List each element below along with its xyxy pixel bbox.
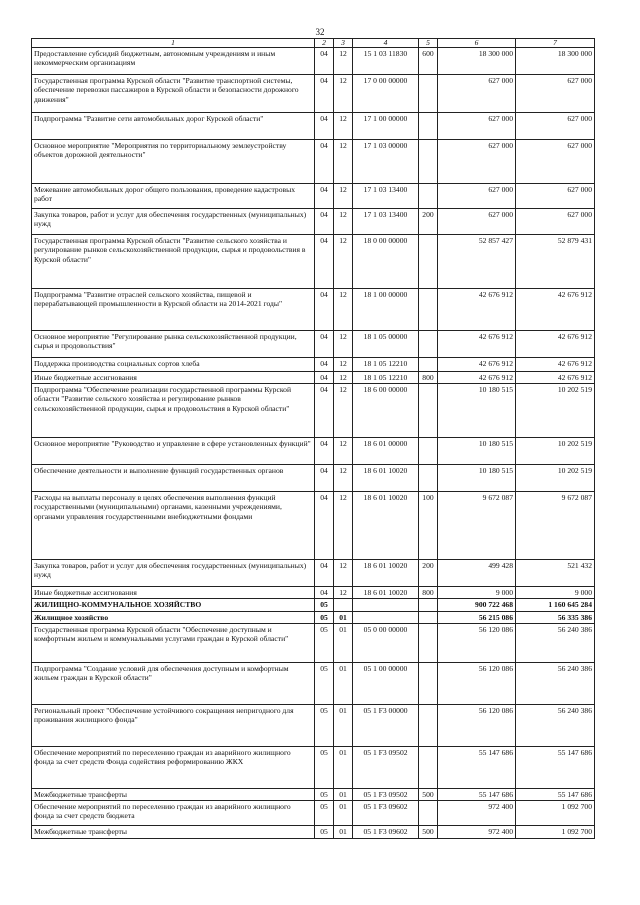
section-code-cell: 04 [315, 235, 334, 289]
amount-year2-cell: 9 000 [516, 587, 595, 599]
table-row [32, 113, 595, 140]
row-name-cell: Обеспечение мероприятий по переселению граждан из аварийного жилищного фонда за счет средств бюджета [32, 801, 315, 826]
column-header: 4 [353, 39, 419, 48]
amount-year1-cell: 56 120 086 [438, 705, 516, 747]
target-article-cell: 18 6 01 10020 [353, 492, 419, 560]
expense-type-cell [419, 663, 438, 705]
section-code-cell: 04 [315, 184, 334, 209]
section-code-cell: 04 [315, 75, 334, 113]
target-article-cell: 17 0 00 00000 [353, 75, 419, 113]
amount-year2-cell: 10 202 519 [516, 465, 595, 492]
target-article-cell: 18 6 00 00000 [353, 384, 419, 438]
amount-year1-cell: 972 400 [438, 801, 516, 826]
amount-year2-cell: 42 676 912 [516, 372, 595, 384]
column-header: 3 [334, 39, 353, 48]
table-row [32, 560, 595, 587]
expense-type-cell [419, 705, 438, 747]
amount-year2-cell: 627 000 [516, 209, 595, 235]
subsection-code-cell: 12 [334, 289, 353, 331]
amount-year2-cell: 1 092 700 [516, 801, 595, 826]
section-code-cell: 05 [315, 801, 334, 826]
amount-year2-cell: 52 879 431 [516, 235, 595, 289]
table-row [32, 140, 595, 184]
target-article-cell: 17 1 03 13400 [353, 184, 419, 209]
amount-year2-cell: 55 147 686 [516, 789, 595, 801]
subsection-code-cell [334, 599, 353, 612]
amount-year1-cell: 42 676 912 [438, 331, 516, 358]
table-row [32, 789, 595, 801]
amount-year2-cell: 627 000 [516, 113, 595, 140]
section-code-cell: 04 [315, 492, 334, 560]
expense-type-cell: 100 [419, 492, 438, 560]
row-name-cell: Обеспечение мероприятий по переселению граждан из аварийного жилищного фонда за счет средств Фонда содействия реформированию ЖКХ [32, 747, 315, 789]
amount-year2-cell: 627 000 [516, 75, 595, 113]
section-code-cell: 05 [315, 663, 334, 705]
amount-year1-cell: 627 000 [438, 184, 516, 209]
subsection-code-cell: 12 [334, 184, 353, 209]
amount-year1-cell: 10 180 515 [438, 438, 516, 465]
target-article-cell: 17 1 00 00000 [353, 113, 419, 140]
amount-year2-cell: 56 240 386 [516, 624, 595, 663]
subsection-code-cell: 12 [334, 492, 353, 560]
subsection-code-cell: 12 [334, 113, 353, 140]
target-article-cell: 18 1 05 00000 [353, 331, 419, 358]
section-code-cell: 04 [315, 465, 334, 492]
amount-year1-cell: 10 180 515 [438, 384, 516, 438]
section-code-cell: 04 [315, 140, 334, 184]
row-name-cell: Обеспечение деятельности и выполнение функций государственных органов [32, 465, 315, 492]
column-header: 6 [438, 39, 516, 48]
table-row [32, 372, 595, 384]
amount-year1-cell: 56 215 086 [438, 612, 516, 624]
row-name-cell: Закупка товаров, работ и услуг для обеспечения государственных (муниципальных) нужд [32, 560, 315, 587]
table-row [32, 624, 595, 663]
amount-year1-cell: 10 180 515 [438, 465, 516, 492]
table-row [32, 209, 595, 235]
amount-year2-cell: 18 300 000 [516, 48, 595, 75]
section-code-cell: 05 [315, 705, 334, 747]
table-row [32, 235, 595, 289]
table-row [32, 663, 595, 705]
target-article-cell: 05 1 F3 09602 [353, 826, 419, 839]
target-article-cell: 18 6 01 10020 [353, 560, 419, 587]
budget-table [31, 38, 595, 839]
subsection-code-cell: 12 [334, 465, 353, 492]
amount-year2-cell: 1 092 700 [516, 826, 595, 839]
section-code-cell: 05 [315, 826, 334, 839]
row-name-cell: Жилищное хозяйство [32, 612, 315, 624]
section-code-cell: 04 [315, 560, 334, 587]
table-row [32, 826, 595, 839]
amount-year2-cell: 627 000 [516, 140, 595, 184]
amount-year1-cell: 55 147 686 [438, 789, 516, 801]
table-body [32, 48, 595, 839]
row-name-cell: Основное мероприятие "Регулирование рынка сельскохозяйственной продукции, сырья и продовольствия" [32, 331, 315, 358]
amount-year2-cell: 627 000 [516, 184, 595, 209]
subsection-code-cell: 12 [334, 438, 353, 465]
table-row [32, 599, 595, 612]
target-article-cell: 05 1 F3 09502 [353, 747, 419, 789]
table-row [32, 358, 595, 372]
expense-type-cell [419, 599, 438, 612]
section-code-cell: 04 [315, 587, 334, 599]
section-code-cell: 04 [315, 48, 334, 75]
expense-type-cell: 800 [419, 587, 438, 599]
section-code-cell: 04 [315, 372, 334, 384]
table-row [32, 492, 595, 560]
amount-year1-cell: 9 672 087 [438, 492, 516, 560]
subsection-code-cell: 01 [334, 624, 353, 663]
expense-type-cell [419, 801, 438, 826]
subsection-code-cell: 12 [334, 372, 353, 384]
amount-year1-cell: 627 000 [438, 209, 516, 235]
row-name-cell: Основное мероприятие "Руководство и управление в сфере установленных функций" [32, 438, 315, 465]
target-article-cell: 05 1 00 00000 [353, 663, 419, 705]
section-code-cell: 05 [315, 789, 334, 801]
row-name-cell: Иные бюджетные ассигнования [32, 372, 315, 384]
amount-year1-cell: 18 300 000 [438, 48, 516, 75]
amount-year1-cell: 627 000 [438, 75, 516, 113]
amount-year2-cell: 10 202 519 [516, 384, 595, 438]
amount-year1-cell: 56 120 086 [438, 624, 516, 663]
target-article-cell: 18 0 00 00000 [353, 235, 419, 289]
target-article-cell: 05 1 F3 00000 [353, 705, 419, 747]
subsection-code-cell: 12 [334, 48, 353, 75]
target-article-cell: 17 1 03 00000 [353, 140, 419, 184]
expense-type-cell [419, 465, 438, 492]
amount-year2-cell: 42 676 912 [516, 331, 595, 358]
row-name-cell: Государственная программа Курской области "Развитие транспортной системы, обеспечение перевозки пассажиров в Курской области и безопасности дорожного движения" [32, 75, 315, 113]
amount-year2-cell: 9 672 087 [516, 492, 595, 560]
column-header: 5 [419, 39, 438, 48]
row-name-cell: Межевание автомобильных дорог общего пользования, проведение кадастровых работ [32, 184, 315, 209]
table-row [32, 184, 595, 209]
subsection-code-cell: 12 [334, 560, 353, 587]
expense-type-cell [419, 113, 438, 140]
row-name-cell: Поддержка производства социальных сортов хлеба [32, 358, 315, 372]
row-name-cell: Подпрограмма "Развитие сети автомобильных дорог Курской области" [32, 113, 315, 140]
column-header: 7 [516, 39, 595, 48]
section-code-cell: 04 [315, 289, 334, 331]
amount-year1-cell: 52 857 427 [438, 235, 516, 289]
amount-year1-cell: 972 400 [438, 826, 516, 839]
row-name-cell: Межбюджетные трансферты [32, 826, 315, 839]
row-name-cell: Межбюджетные трансферты [32, 789, 315, 801]
amount-year1-cell: 9 000 [438, 587, 516, 599]
target-article-cell: 15 1 03 11830 [353, 48, 419, 75]
subsection-code-cell: 12 [334, 331, 353, 358]
target-article-cell: 05 0 00 00000 [353, 624, 419, 663]
section-code-cell: 04 [315, 331, 334, 358]
target-article-cell: 18 1 05 12210 [353, 358, 419, 372]
subsection-code-cell: 12 [334, 235, 353, 289]
subsection-code-cell: 12 [334, 358, 353, 372]
row-name-cell: Расходы на выплаты персоналу в целях обеспечения выполнения функций государственными (муниципальными) органами, казенными учреждениями, органами управления государственными внебюджетными фондами [32, 492, 315, 560]
amount-year2-cell: 10 202 519 [516, 438, 595, 465]
subsection-code-cell: 01 [334, 747, 353, 789]
expense-type-cell: 500 [419, 826, 438, 839]
expense-type-cell [419, 184, 438, 209]
amount-year1-cell: 55 147 686 [438, 747, 516, 789]
section-code-cell: 05 [315, 599, 334, 612]
amount-year1-cell: 42 676 912 [438, 289, 516, 331]
expense-type-cell [419, 140, 438, 184]
table-row [32, 384, 595, 438]
section-code-cell: 04 [315, 358, 334, 372]
row-name-cell: Подпрограмма "Создание условий для обеспечения доступным и комфортным жильем граждан в Курской области" [32, 663, 315, 705]
column-number-row [32, 39, 595, 48]
expense-type-cell [419, 289, 438, 331]
column-header: 1 [32, 39, 315, 48]
table-row [32, 747, 595, 789]
amount-year1-cell: 499 428 [438, 560, 516, 587]
target-article-cell: 05 1 F3 09602 [353, 801, 419, 826]
section-code-cell: 04 [315, 384, 334, 438]
table-row [32, 289, 595, 331]
section-code-cell: 04 [315, 438, 334, 465]
section-code-cell: 04 [315, 113, 334, 140]
section-code-cell: 04 [315, 209, 334, 235]
target-article-cell: 05 1 F3 09502 [353, 789, 419, 801]
amount-year1-cell: 42 676 912 [438, 372, 516, 384]
expense-type-cell: 200 [419, 209, 438, 235]
target-article-cell: 17 1 03 13400 [353, 209, 419, 235]
table-row [32, 705, 595, 747]
subsection-code-cell: 12 [334, 209, 353, 235]
amount-year1-cell: 627 000 [438, 113, 516, 140]
table-row [32, 75, 595, 113]
subsection-code-cell: 01 [334, 612, 353, 624]
target-article-cell: 18 6 01 10020 [353, 465, 419, 492]
expense-type-cell: 600 [419, 48, 438, 75]
subsection-code-cell: 12 [334, 384, 353, 438]
row-name-cell: Государственная программа Курской области "Обеспечение доступным и комфортным жильем и коммунальными услугами граждан в Курской области" [32, 624, 315, 663]
subsection-code-cell: 12 [334, 75, 353, 113]
row-name-cell: Основное мероприятие "Мероприятия по территориальному землеустройству объектов дорожной деятельности" [32, 140, 315, 184]
expense-type-cell: 200 [419, 560, 438, 587]
expense-type-cell [419, 235, 438, 289]
expense-type-cell [419, 75, 438, 113]
amount-year2-cell: 42 676 912 [516, 289, 595, 331]
subsection-code-cell: 01 [334, 705, 353, 747]
target-article-cell: 18 1 00 00000 [353, 289, 419, 331]
target-article-cell: 18 6 01 00000 [353, 438, 419, 465]
row-name-cell: Подпрограмма "Развитие отраслей сельского хозяйства, пищевой и перерабатывающей промышленности в Курской области на 2014-2021 годы" [32, 289, 315, 331]
target-article-cell: 18 6 01 10020 [353, 587, 419, 599]
page-number: 32 [315, 27, 325, 37]
expense-type-cell [419, 358, 438, 372]
amount-year1-cell: 627 000 [438, 140, 516, 184]
subsection-code-cell: 01 [334, 826, 353, 839]
row-name-cell: Иные бюджетные ассигнования [32, 587, 315, 599]
table-row [32, 48, 595, 75]
expense-type-cell [419, 747, 438, 789]
expense-type-cell [419, 331, 438, 358]
row-name-cell: Подпрограмма "Обеспечение реализации государственной программы Курской области "Развитие сельского хозяйства и регулирование рынков сельскохозяйственной продукции, сырья и продовольствия в Курской области" [32, 384, 315, 438]
row-name-cell: Закупка товаров, работ и услуг для обеспечения государственных (муниципальных) нужд [32, 209, 315, 235]
expense-type-cell [419, 384, 438, 438]
table-row [32, 465, 595, 492]
row-name-cell: ЖИЛИЩНО-КОММУНАЛЬНОЕ ХОЗЯЙСТВО [32, 599, 315, 612]
row-name-cell: Региональный проект "Обеспечение устойчивого сокращения непригодного для проживания жилищного фонда" [32, 705, 315, 747]
subsection-code-cell: 01 [334, 789, 353, 801]
subsection-code-cell: 12 [334, 587, 353, 599]
section-code-cell: 05 [315, 624, 334, 663]
target-article-cell [353, 612, 419, 624]
subsection-code-cell: 01 [334, 663, 353, 705]
expense-type-cell [419, 624, 438, 663]
table-row [32, 587, 595, 599]
table-row [32, 612, 595, 624]
table-row [32, 438, 595, 465]
amount-year1-cell: 56 120 086 [438, 663, 516, 705]
row-name-cell: Государственная программа Курской области "Развитие сельского хозяйства и регулирование рынков сельскохозяйственной продукции, сырья и продовольствия в Курской области" [32, 235, 315, 289]
expense-type-cell: 500 [419, 789, 438, 801]
amount-year2-cell: 56 240 386 [516, 663, 595, 705]
subsection-code-cell: 12 [334, 140, 353, 184]
expense-type-cell [419, 438, 438, 465]
expense-type-cell: 800 [419, 372, 438, 384]
target-article-cell [353, 599, 419, 612]
amount-year2-cell: 56 335 386 [516, 612, 595, 624]
amount-year2-cell: 1 160 645 284 [516, 599, 595, 612]
column-header: 2 [315, 39, 334, 48]
section-code-cell: 05 [315, 612, 334, 624]
amount-year2-cell: 521 432 [516, 560, 595, 587]
amount-year1-cell: 42 676 912 [438, 358, 516, 372]
amount-year2-cell: 42 676 912 [516, 358, 595, 372]
target-article-cell: 18 1 05 12210 [353, 372, 419, 384]
section-code-cell: 05 [315, 747, 334, 789]
table-row [32, 331, 595, 358]
table-row [32, 801, 595, 826]
amount-year2-cell: 56 240 386 [516, 705, 595, 747]
amount-year2-cell: 55 147 686 [516, 747, 595, 789]
expense-type-cell [419, 612, 438, 624]
amount-year1-cell: 900 722 468 [438, 599, 516, 612]
subsection-code-cell: 01 [334, 801, 353, 826]
row-name-cell: Предоставление субсидий бюджетным, автономным учреждениям и иным некоммерческим организациям [32, 48, 315, 75]
